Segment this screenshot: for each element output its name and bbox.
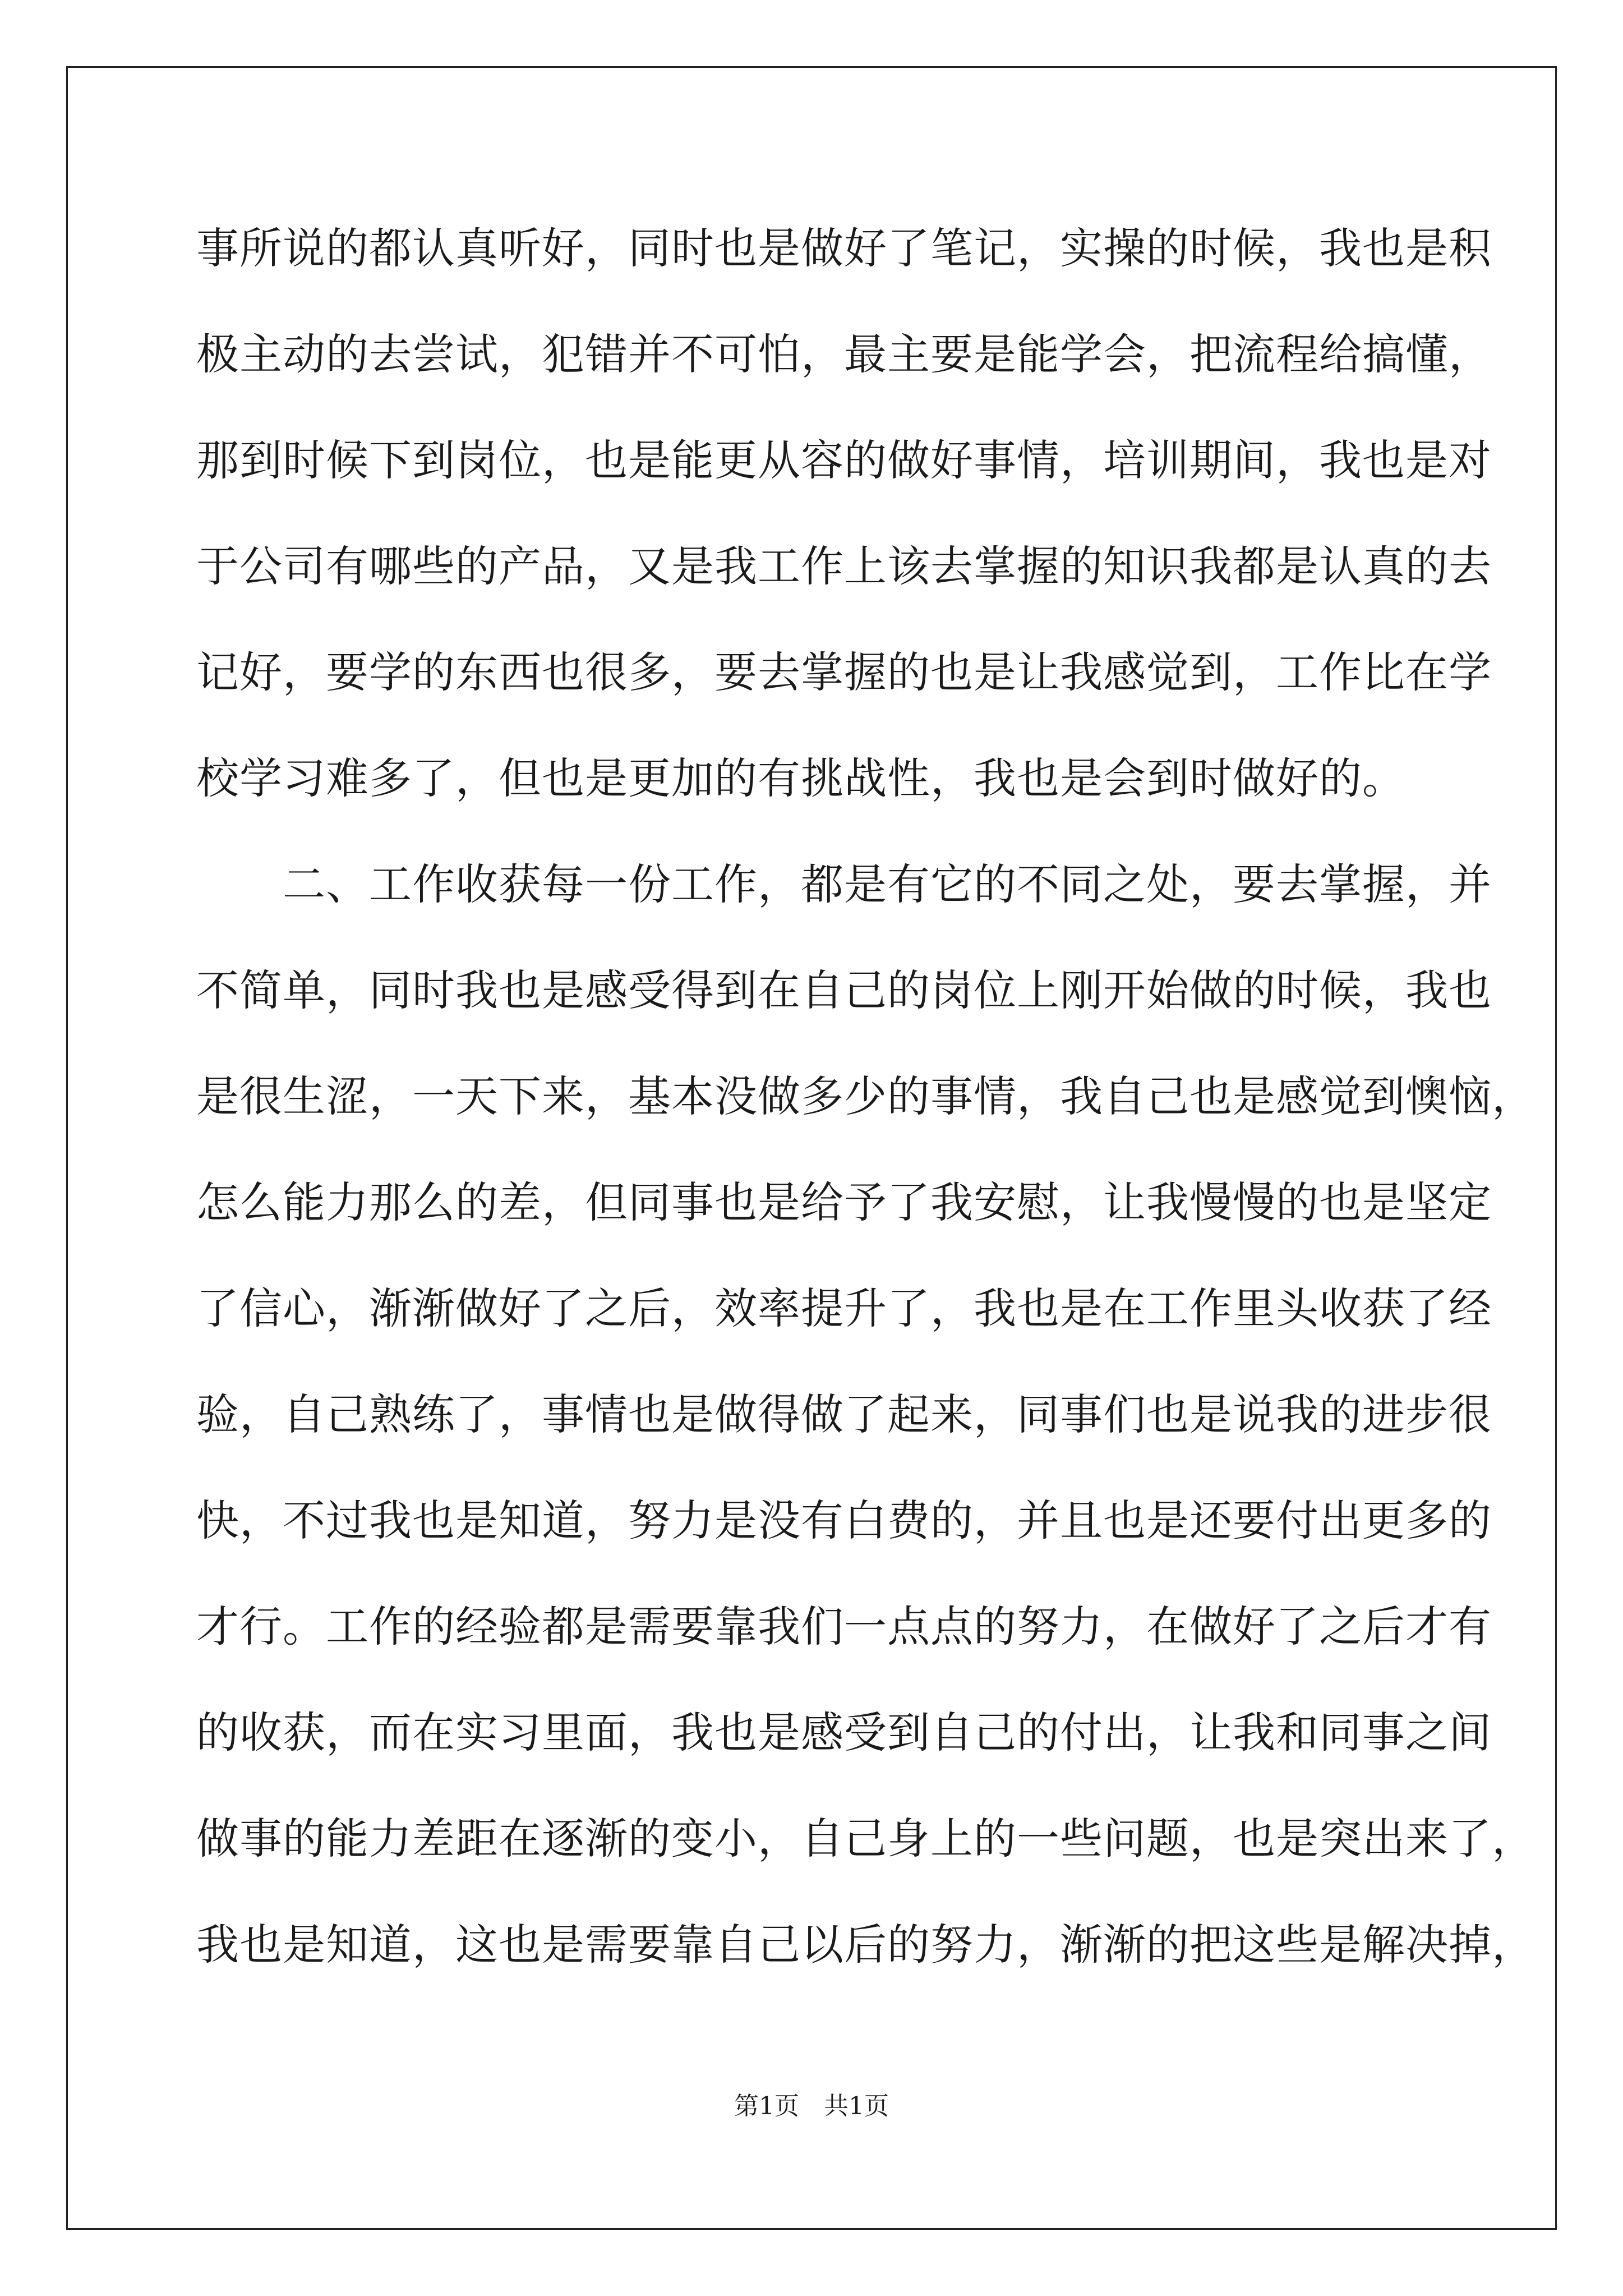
page-footer xyxy=(0,2090,1623,2123)
text-line: 快，不过我也是知道，努力是没有白费的，并且也是还要付出更多的 xyxy=(196,1496,1492,1545)
text-line: 校学习难多了，但也是更加的有挑战性，我也是会到时做好的。 xyxy=(196,753,1405,803)
text-line: 怎么能力那么的差，但同事也是给予了我安慰，让我慢慢的也是坚定 xyxy=(196,1177,1492,1227)
text-line: 不简单，同时我也是感受得到在自己的岗位上刚开始做的时候，我也 xyxy=(196,965,1492,1015)
text-line: 验，自己熟练了，事情也是做得做了起来，同事们也是说我的进步很 xyxy=(196,1389,1492,1439)
page-total: 共1页 xyxy=(824,2092,889,2120)
text-line: 我也是知道，这也是需要靠自己以后的努力，渐渐的把这些是解决掉， xyxy=(196,1920,1535,1970)
text-line: 于公司有哪些的产品，又是我工作上该去掌握的知识我都是认真的去 xyxy=(196,541,1492,591)
text-line: 是很生涩，一天下来，基本没做多少的事情，我自己也是感觉到懊恼， xyxy=(196,1071,1535,1121)
text-line: 二、工作收获每一份工作，都是有它的不同之处，要去掌握，并 xyxy=(196,859,1492,909)
page-number: 第1页 xyxy=(734,2092,799,2120)
text-line: 记好，要学的东西也很多，要去掌握的也是让我感觉到，工作比在学 xyxy=(196,647,1492,697)
text-line: 那到时候下到岗位，也是能更从容的做好事情，培训期间，我也是对 xyxy=(196,435,1492,485)
text-line: 做事的能力差距在逐渐的变小，自己身上的一些问题，也是突出来了， xyxy=(196,1814,1535,1864)
text-line: 了信心，渐渐做好了之后，效率提升了，我也是在工作里头收获了经 xyxy=(196,1283,1492,1333)
text-line: 才行。工作的经验都是需要靠我们一点点的努力，在做好了之后才有 xyxy=(196,1602,1492,1651)
text-line: 极主动的去尝试，犯错并不可怕，最主要是能学会，把流程给搞懂， xyxy=(196,329,1492,379)
text-line: 事所说的都认真听好，同时也是做好了笔记，实操的时候，我也是积 xyxy=(196,223,1492,273)
document-body xyxy=(196,220,1535,2023)
text-line: 的收获，而在实习里面，我也是感受到自己的付出，让我和同事之间 xyxy=(196,1708,1492,1757)
